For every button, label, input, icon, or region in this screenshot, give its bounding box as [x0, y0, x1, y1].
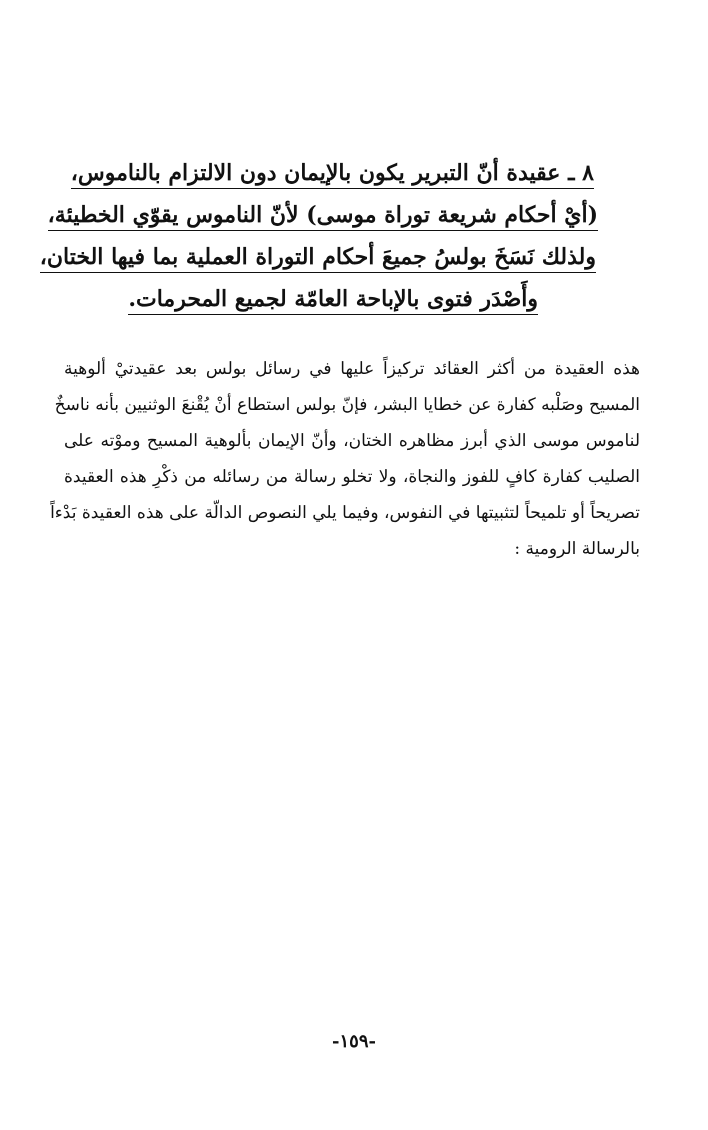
paragraph-line: بالرسالة الرومية :: [514, 539, 640, 559]
paragraph-line: لناموس موسى الذي أبرز مظاهره الختان، وأنّ الإيمان بألوهية المسيح وموْته على: [64, 431, 640, 451]
heading-line: ٨ ـ عقيدة أنّ التبرير يكون بالإيمان دون الالتزام بالناموس،: [71, 158, 594, 189]
heading-line: ولذلك نَسَخَ بولسُ جميعَ أحكام التوراة العملية بما فيها الختان،: [40, 242, 596, 273]
page-number: -١٥٩-: [332, 1031, 376, 1052]
paragraph-line: تصريحاً أو تلميحاً لتثبيتها في النفوس، وفيما يلي النصوص الدالّة على هذه العقيدة بَدْءاً: [50, 503, 640, 523]
heading-line: (أيْ أحكام شريعة توراة موسى) لأنّ الناموس يقوّي الخطيئة،: [48, 200, 598, 231]
paragraph-line: الصليب كفارة كافٍ للفوز والنجاة، ولا تخلو رسالة من رسائله من ذكْرِ هذه العقيدة: [64, 467, 640, 487]
paragraph-line: المسيح وصَلْبه كفارة عن خطايا البشر، فإنّ بولس استطاع أنْ يُقْنعَ الوثنيين بأنه ناسخٌ: [54, 395, 640, 415]
heading-line: وأَصْدَر فتوى بالإباحة العامّة لجميع المحرمات.: [128, 284, 538, 315]
paragraph-line: هذه العقيدة من أكثر العقائد تركيزاً عليها في رسائل بولس بعد عقيدتيْ ألوهية: [64, 359, 640, 379]
